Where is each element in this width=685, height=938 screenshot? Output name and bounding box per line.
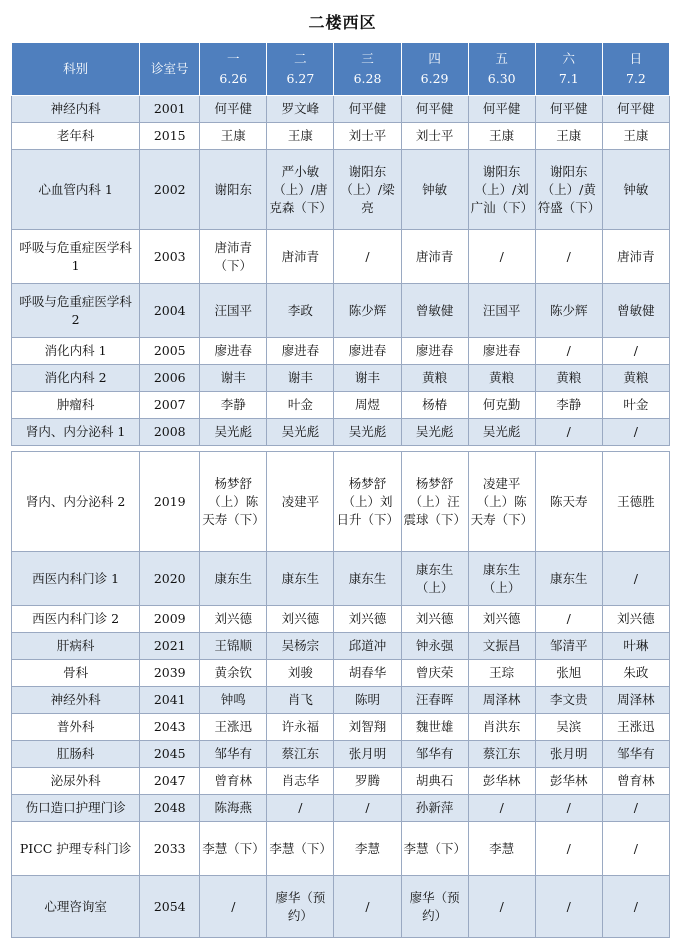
doctor-cell: 肖洪东 — [468, 714, 535, 741]
schedule-body-top — [12, 96, 670, 446]
dept-cell: 消化内科 1 — [12, 338, 140, 365]
dept-cell: PICC 护理专科门诊 — [12, 822, 140, 876]
doctor-cell: 李慧 — [468, 822, 535, 876]
doctor-cell: 黄粮 — [468, 365, 535, 392]
doctor-cell: 汪春晖 — [401, 687, 468, 714]
doctor-cell: 刘兴德 — [334, 606, 401, 633]
dept-cell: 肿瘤科 — [12, 392, 140, 419]
doctor-cell: 何平健 — [200, 96, 267, 123]
room-cell: 2009 — [140, 606, 200, 633]
doctor-cell: 廖华（预约） — [401, 876, 468, 938]
doctor-cell: 黄粮 — [535, 365, 602, 392]
room-cell: 2019 — [140, 452, 200, 552]
header-day — [334, 43, 401, 96]
doctor-cell: / — [468, 230, 535, 284]
doctor-cell: / — [535, 822, 602, 876]
dept-cell: 肛肠科 — [12, 741, 140, 768]
doctor-cell: 杨椿 — [401, 392, 468, 419]
doctor-cell: 陈海燕 — [200, 795, 267, 822]
doctor-cell: 杨梦舒（上）陈天寿（下） — [200, 452, 267, 552]
doctor-cell: 刘智翔 — [334, 714, 401, 741]
doctor-cell: 张月明 — [535, 741, 602, 768]
table-row — [12, 123, 670, 150]
doctor-cell: 刘骏 — [267, 660, 334, 687]
schedule-body-bottom — [12, 452, 670, 938]
doctor-cell: 吴滨 — [535, 714, 602, 741]
header-day — [468, 43, 535, 96]
header-room: 诊室号 — [140, 43, 200, 96]
header-dept: 科别 — [12, 43, 140, 96]
doctor-cell: 廖华（预约） — [267, 876, 334, 938]
doctor-cell: 张月明 — [334, 741, 401, 768]
doctor-cell: 黄余钦 — [200, 660, 267, 687]
table-row — [12, 552, 670, 606]
header-weekday: 五 — [495, 51, 508, 66]
header-date: 6.27 — [286, 71, 315, 86]
doctor-cell: 吴杨宗 — [267, 633, 334, 660]
doctor-cell: 罗文峰 — [267, 96, 334, 123]
doctor-cell: 邹清平 — [535, 633, 602, 660]
doctor-cell: 肖志华 — [267, 768, 334, 795]
room-cell: 2005 — [140, 338, 200, 365]
doctor-cell: 李静 — [535, 392, 602, 419]
schedule-table-top — [11, 42, 670, 446]
header-day — [267, 43, 334, 96]
header-day — [535, 43, 602, 96]
table-row — [12, 822, 670, 876]
header-day — [401, 43, 468, 96]
doctor-cell: 刘兴德 — [267, 606, 334, 633]
doctor-cell: 王康 — [200, 123, 267, 150]
doctor-cell: 叶金 — [267, 392, 334, 419]
room-cell: 2045 — [140, 741, 200, 768]
doctor-cell: 廖进春 — [468, 338, 535, 365]
doctor-cell: 孙新萍 — [401, 795, 468, 822]
doctor-cell: 吴光彪 — [267, 419, 334, 446]
doctor-cell: / — [468, 876, 535, 938]
dept-cell: 肾内、内分泌科 1 — [12, 419, 140, 446]
doctor-cell: 邹华有 — [602, 741, 669, 768]
room-cell: 2033 — [140, 822, 200, 876]
header-day — [200, 43, 267, 96]
doctor-cell: 李慧（下） — [401, 822, 468, 876]
doctor-cell: 康东生（上） — [468, 552, 535, 606]
dept-cell: 呼吸与危重症医学科 2 — [12, 284, 140, 338]
dept-cell: 心理咨询室 — [12, 876, 140, 938]
doctor-cell: 曾敏健 — [602, 284, 669, 338]
dept-cell: 神经外科 — [12, 687, 140, 714]
table-row — [12, 392, 670, 419]
doctor-cell: 文振昌 — [468, 633, 535, 660]
doctor-cell: 张旭 — [535, 660, 602, 687]
doctor-cell: 彭华林 — [535, 768, 602, 795]
doctor-cell: 廖进春 — [200, 338, 267, 365]
doctor-cell: 叶琳 — [602, 633, 669, 660]
table-row — [12, 660, 670, 687]
doctor-cell: / — [267, 795, 334, 822]
doctor-cell: 刘兴德 — [401, 606, 468, 633]
table-row — [12, 452, 670, 552]
dept-cell: 消化内科 2 — [12, 365, 140, 392]
doctor-cell: 曾育林 — [200, 768, 267, 795]
doctor-cell: 胡春华 — [334, 660, 401, 687]
doctor-cell: 汪国平 — [200, 284, 267, 338]
doctor-cell: 谢丰 — [267, 365, 334, 392]
doctor-cell: 钟永强 — [401, 633, 468, 660]
doctor-cell: 钟敏 — [401, 150, 468, 230]
table-row — [12, 714, 670, 741]
table-row — [12, 338, 670, 365]
doctor-cell: 李慧（下） — [200, 822, 267, 876]
doctor-cell: 蔡江东 — [267, 741, 334, 768]
dept-cell: 呼吸与危重症医学科 1 — [12, 230, 140, 284]
room-cell: 2006 — [140, 365, 200, 392]
doctor-cell: 李慧 — [334, 822, 401, 876]
dept-cell: 心血管内科 1 — [12, 150, 140, 230]
table-row — [12, 876, 670, 938]
doctor-cell: 黄粮 — [602, 365, 669, 392]
doctor-cell: 黄粮 — [401, 365, 468, 392]
doctor-cell: 吴光彪 — [401, 419, 468, 446]
doctor-cell: 钟敏 — [602, 150, 669, 230]
header-date: 6.28 — [353, 71, 382, 86]
doctor-cell: 廖进春 — [267, 338, 334, 365]
doctor-cell: 李慧（下） — [267, 822, 334, 876]
room-cell: 2043 — [140, 714, 200, 741]
doctor-cell: 谢阳东（上）/梁亮 — [334, 150, 401, 230]
doctor-cell: 何平健 — [602, 96, 669, 123]
doctor-cell: 王康 — [602, 123, 669, 150]
doctor-cell: / — [200, 876, 267, 938]
doctor-cell: 唐沛青（下） — [200, 230, 267, 284]
dept-cell: 泌尿外科 — [12, 768, 140, 795]
doctor-cell: 许永福 — [267, 714, 334, 741]
doctor-cell: 康东生 — [267, 552, 334, 606]
room-cell: 2004 — [140, 284, 200, 338]
doctor-cell: 李文贵 — [535, 687, 602, 714]
doctor-cell: 康东生 — [334, 552, 401, 606]
doctor-cell: 王锦顺 — [200, 633, 267, 660]
header-date: 7.2 — [625, 71, 646, 86]
doctor-cell: 廖进春 — [334, 338, 401, 365]
room-cell: 2020 — [140, 552, 200, 606]
doctor-cell: / — [602, 876, 669, 938]
doctor-cell: / — [468, 795, 535, 822]
room-cell: 2054 — [140, 876, 200, 938]
doctor-cell: 邱道冲 — [334, 633, 401, 660]
header-date: 6.29 — [420, 71, 449, 86]
table-row — [12, 768, 670, 795]
doctor-cell: 康东生（上） — [401, 552, 468, 606]
table-row — [12, 687, 670, 714]
doctor-cell: 谢丰 — [334, 365, 401, 392]
doctor-cell: 周煜 — [334, 392, 401, 419]
doctor-cell: 谢丰 — [200, 365, 267, 392]
doctor-cell: / — [535, 338, 602, 365]
doctor-cell: / — [535, 795, 602, 822]
doctor-cell: 何平健 — [334, 96, 401, 123]
header-weekday: 一 — [227, 51, 240, 66]
table-row — [12, 633, 670, 660]
doctor-cell: / — [535, 606, 602, 633]
doctor-cell: / — [602, 419, 669, 446]
header-weekday: 六 — [562, 51, 576, 66]
doctor-cell: / — [334, 795, 401, 822]
table-row — [12, 419, 670, 446]
doctor-cell: 杨梦舒（上）汪震球（下） — [401, 452, 468, 552]
room-cell: 2002 — [140, 150, 200, 230]
header-date: 7.1 — [558, 71, 579, 86]
header-date: 6.30 — [487, 71, 516, 86]
doctor-cell: 唐沛青 — [267, 230, 334, 284]
doctor-cell: 何平健 — [401, 96, 468, 123]
doctor-cell: / — [334, 230, 401, 284]
room-cell: 2007 — [140, 392, 200, 419]
doctor-cell: 严小敏（上）/唐克森（下） — [267, 150, 334, 230]
table-row — [12, 795, 670, 822]
table-row — [12, 365, 670, 392]
table-row — [12, 150, 670, 230]
doctor-cell: 周泽林 — [602, 687, 669, 714]
doctor-cell: 陈明 — [334, 687, 401, 714]
doctor-cell: 邹华有 — [401, 741, 468, 768]
doctor-cell: 王涨迅 — [602, 714, 669, 741]
doctor-cell: 康东生 — [535, 552, 602, 606]
dept-cell: 西医内科门诊 2 — [12, 606, 140, 633]
doctor-cell: 周泽林 — [468, 687, 535, 714]
doctor-cell: 邹华有 — [200, 741, 267, 768]
doctor-cell: 刘兴德 — [468, 606, 535, 633]
doctor-cell: 陈少辉 — [535, 284, 602, 338]
doctor-cell: 李静 — [200, 392, 267, 419]
doctor-cell: 王康 — [267, 123, 334, 150]
doctor-cell: 王康 — [468, 123, 535, 150]
doctor-cell: / — [602, 552, 669, 606]
doctor-cell: 王琮 — [468, 660, 535, 687]
table-row — [12, 741, 670, 768]
dept-cell: 神经内科 — [12, 96, 140, 123]
table-row — [12, 606, 670, 633]
room-cell: 2021 — [140, 633, 200, 660]
doctor-cell: 吴光彪 — [334, 419, 401, 446]
doctor-cell: 吴光彪 — [468, 419, 535, 446]
doctor-cell: 曾育林 — [602, 768, 669, 795]
doctor-cell: 何平健 — [535, 96, 602, 123]
doctor-cell: 谢阳东（上）/黄符盛（下） — [535, 150, 602, 230]
doctor-cell: 杨梦舒（上）刘日升（下） — [334, 452, 401, 552]
doctor-cell: 王康 — [535, 123, 602, 150]
room-cell: 2048 — [140, 795, 200, 822]
header-day — [602, 43, 669, 96]
doctor-cell: 胡典石 — [401, 768, 468, 795]
doctor-cell: 康东生 — [200, 552, 267, 606]
room-cell: 2039 — [140, 660, 200, 687]
dept-cell: 肝病科 — [12, 633, 140, 660]
dept-cell: 骨科 — [12, 660, 140, 687]
doctor-cell: 王涨迅 — [200, 714, 267, 741]
doctor-cell: 汪国平 — [468, 284, 535, 338]
doctor-cell: 刘士平 — [334, 123, 401, 150]
doctor-cell: 刘兴德 — [602, 606, 669, 633]
dept-cell: 伤口造口护理门诊 — [12, 795, 140, 822]
doctor-cell: / — [535, 876, 602, 938]
doctor-cell: 朱政 — [602, 660, 669, 687]
doctor-cell: 何克勤 — [468, 392, 535, 419]
room-cell: 2003 — [140, 230, 200, 284]
doctor-cell: 刘兴德 — [200, 606, 267, 633]
doctor-cell: / — [602, 822, 669, 876]
doctor-cell: 唐沛青 — [401, 230, 468, 284]
doctor-cell: 凌建平（上）陈天寿（下） — [468, 452, 535, 552]
doctor-cell: 何平健 — [468, 96, 535, 123]
header-weekday: 日 — [629, 51, 643, 66]
doctor-cell: 李政 — [267, 284, 334, 338]
dept-cell: 普外科 — [12, 714, 140, 741]
doctor-cell: / — [602, 795, 669, 822]
room-cell: 2047 — [140, 768, 200, 795]
doctor-cell: 谢阳东 — [200, 150, 267, 230]
room-cell: 2001 — [140, 96, 200, 123]
table-row — [12, 284, 670, 338]
doctor-cell: 叶金 — [602, 392, 669, 419]
table-row — [12, 96, 670, 123]
dept-cell: 老年科 — [12, 123, 140, 150]
page-title: 二楼西区 — [308, 13, 377, 32]
room-cell: 2015 — [140, 123, 200, 150]
doctor-cell: / — [535, 419, 602, 446]
doctor-cell: 凌建平 — [267, 452, 334, 552]
room-cell: 2008 — [140, 419, 200, 446]
doctor-cell: 谢阳东（上）/刘广汕（下） — [468, 150, 535, 230]
dept-cell: 肾内、内分泌科 2 — [12, 452, 140, 552]
doctor-cell: 曾敏健 — [401, 284, 468, 338]
doctor-cell: 廖进春 — [401, 338, 468, 365]
doctor-cell: / — [334, 876, 401, 938]
doctor-cell: 刘士平 — [401, 123, 468, 150]
header-weekday: 四 — [428, 51, 441, 66]
doctor-cell: / — [602, 338, 669, 365]
schedule-table-bottom — [11, 451, 670, 938]
doctor-cell: 吴光彪 — [200, 419, 267, 446]
doctor-cell: 王德胜 — [602, 452, 669, 552]
doctor-cell: 肖飞 — [267, 687, 334, 714]
doctor-cell: 曾庆荣 — [401, 660, 468, 687]
doctor-cell: 彭华林 — [468, 768, 535, 795]
doctor-cell: 钟鸣 — [200, 687, 267, 714]
table-row — [12, 230, 670, 284]
doctor-cell: 魏世雄 — [401, 714, 468, 741]
dept-cell: 西医内科门诊 1 — [12, 552, 140, 606]
doctor-cell: 唐沛青 — [602, 230, 669, 284]
header-weekday: 二 — [294, 51, 307, 66]
doctor-cell: 蔡江东 — [468, 741, 535, 768]
doctor-cell: 罗腾 — [334, 768, 401, 795]
doctor-cell: / — [535, 230, 602, 284]
room-cell: 2041 — [140, 687, 200, 714]
doctor-cell: 陈天寿 — [535, 452, 602, 552]
header-date: 6.26 — [219, 71, 248, 86]
doctor-cell: 陈少辉 — [334, 284, 401, 338]
header-weekday: 三 — [361, 51, 374, 66]
